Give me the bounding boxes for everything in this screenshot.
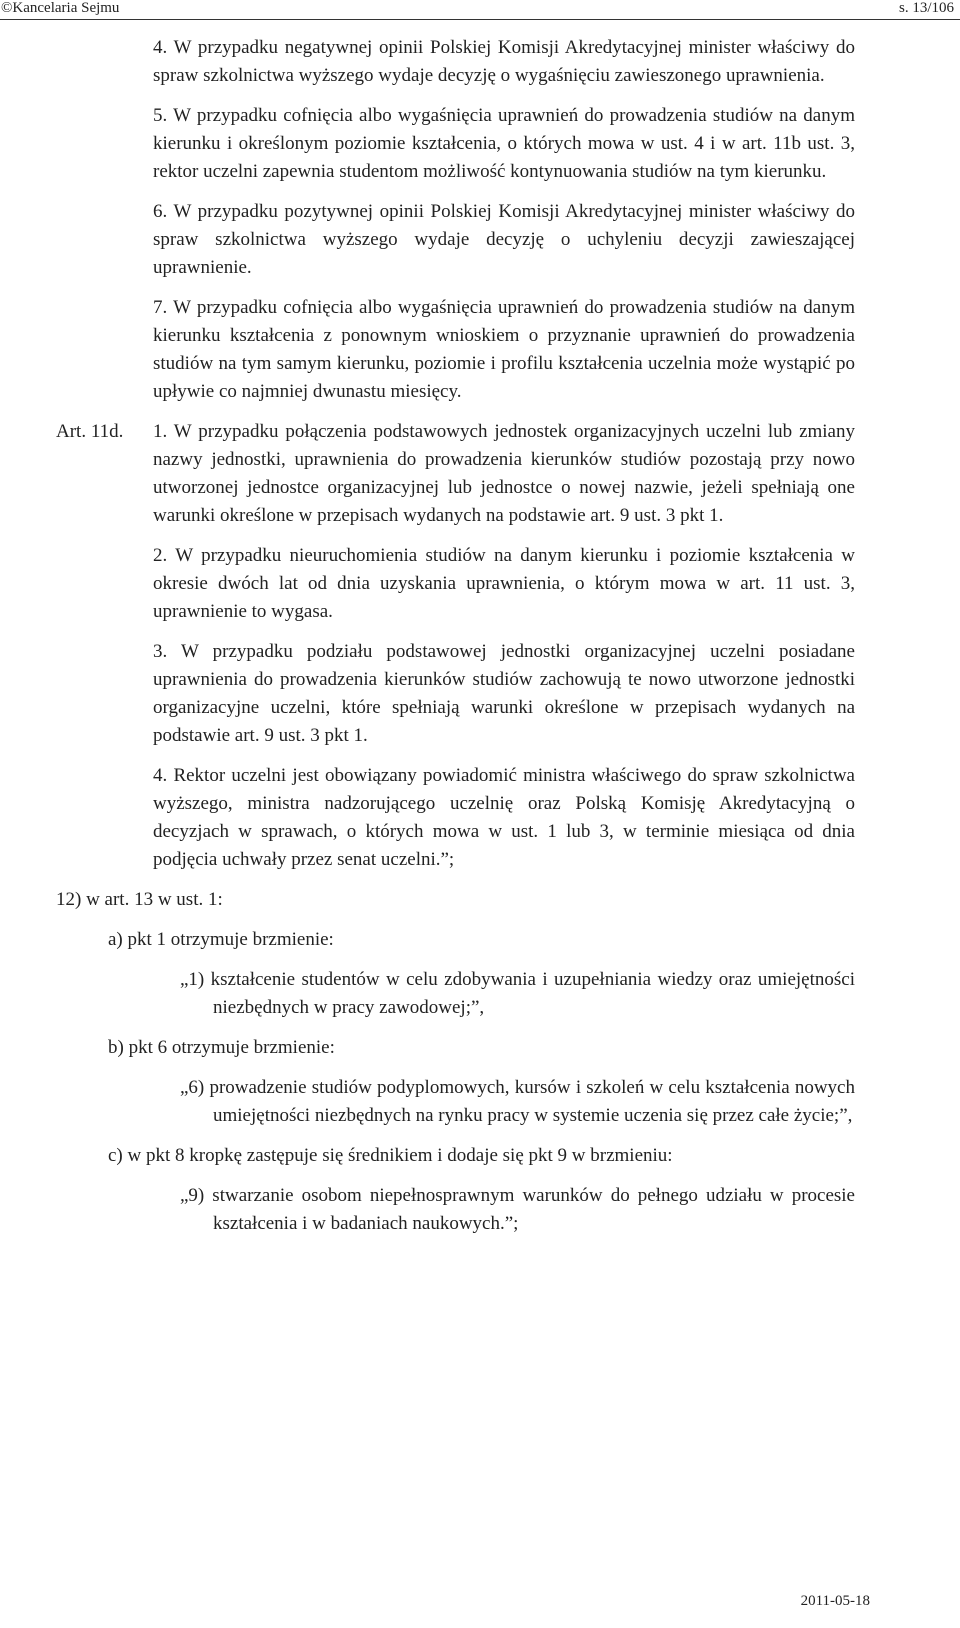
article-11d xyxy=(0,418,960,530)
article-label: Art. 11d. xyxy=(56,421,124,442)
footer-date: 2011-05-18 xyxy=(800,1593,870,1609)
document-body xyxy=(0,34,960,1238)
page-number: s. 13/106 xyxy=(898,0,954,16)
article-ust-1: 1. W przypadku połączenia podstawowych jednostek organizacyjnych uczelni lub zmiany nazwy jednostki, uprawnienia do prowadzenia kierunków studiów pozostają przy nowo utworzonej jednostce organizacyjnej lub jednostce o nowej nazwie, jeżeli spełniają one warunki określone w przepisach wydanych na podstawie art. 9 ust. 3 pkt 1. xyxy=(153,421,855,526)
page-header xyxy=(0,0,960,22)
paragraph-ust-5: 5. W przypadku cofnięcia albo wygaśnięcia uprawnień do prowadzenia studiów na danym kierunku i określonym poziomie kształcenia, o których mowa w ust. 4 i w art. 11b ust. 3, rektor uczelni zapewnia studentom możliwość kontynuowania studiów na tym kierunku. xyxy=(153,105,855,182)
publisher-label: ©Kancelaria Sejmu xyxy=(1,0,120,16)
quote-point-6: „6) prowadzenie studiów podyplomowych, kursów i szkoleń w celu kształcenia nowych umiejętności niezbędnych na rynku pracy w systemie uczenia się przez całe życie;”, xyxy=(180,1077,855,1126)
letter-c: c) w pkt 8 kropkę zastępuje się średnikiem i dodaje się pkt 9 w brzmieniu: xyxy=(108,1145,673,1166)
letter-b: b) pkt 6 otrzymuje brzmienie: xyxy=(108,1037,335,1058)
paragraph-ust-6: 6. W przypadku pozytywnej opinii Polskiej Komisji Akredytacyjnej minister właściwy do spraw szkolnictwa wyższego wydaje decyzję o uchyleniu decyzji zawieszającej uprawnienie. xyxy=(153,201,855,278)
paragraph-ust-4: 4. W przypadku negatywnej opinii Polskiej Komisji Akredytacyjnej minister właściwy do spraw szkolnictwa wyższego wydaje decyzję o wygaśnięciu zawieszonego uprawnienia. xyxy=(153,37,855,86)
article-ust-3: 3. W przypadku podziału podstawowej jednostki organizacyjnej uczelni posiadane uprawnienia do prowadzenia kierunków studiów zachowują te nowo utworzone jednostki organizacyjne uczelni, które spełniają warunki określone w przepisach wydanych na podstawie art. 9 ust. 3 pkt 1. xyxy=(153,641,855,746)
article-ust-4: 4. Rektor uczelni jest obowiązany powiadomić ministra właściwego do spraw szkolnictwa wyższego, ministra nadzorującego uczelnię oraz Polską Komisję Akredytacyjną o decyzjach w sprawach, o których mowa w ust. 1 lub 3, w terminie miesiąca od dnia podjęcia uchwały przez senat uczelni.”; xyxy=(153,765,855,870)
quote-point-9: „9) stwarzanie osobom niepełnosprawnym warunków do pełnego udziału w procesie kształcenia i w badaniach naukowych.”; xyxy=(180,1185,855,1234)
quote-point-1: „1) kształcenie studentów w celu zdobywania i uzupełniania wiedzy oraz umiejętności niezbędnych w pracy zawodowej;”, xyxy=(180,969,855,1018)
page-footer xyxy=(801,1594,870,1609)
article-ust-2: 2. W przypadku nieuruchomienia studiów na danym kierunku i poziomie kształcenia w okresie dwóch lat od dnia uzyskania uprawnienia, o którym mowa w art. 11 ust. 3, uprawnienie to wygasa. xyxy=(153,545,855,622)
letter-a: a) pkt 1 otrzymuje brzmienie: xyxy=(108,929,334,950)
point-12: 12) w art. 13 w ust. 1: xyxy=(56,889,223,910)
header-rule xyxy=(0,19,960,20)
paragraph-ust-7: 7. W przypadku cofnięcia albo wygaśnięcia uprawnień do prowadzenia studiów na danym kierunku kształcenia z ponownym wnioskiem o przyznanie uprawnień do prowadzenia studiów na tym samym kierunku, poziomie i profilu kształcenia uczelnia może wystąpić po upływie co najmniej dwunastu miesięcy. xyxy=(153,297,855,402)
